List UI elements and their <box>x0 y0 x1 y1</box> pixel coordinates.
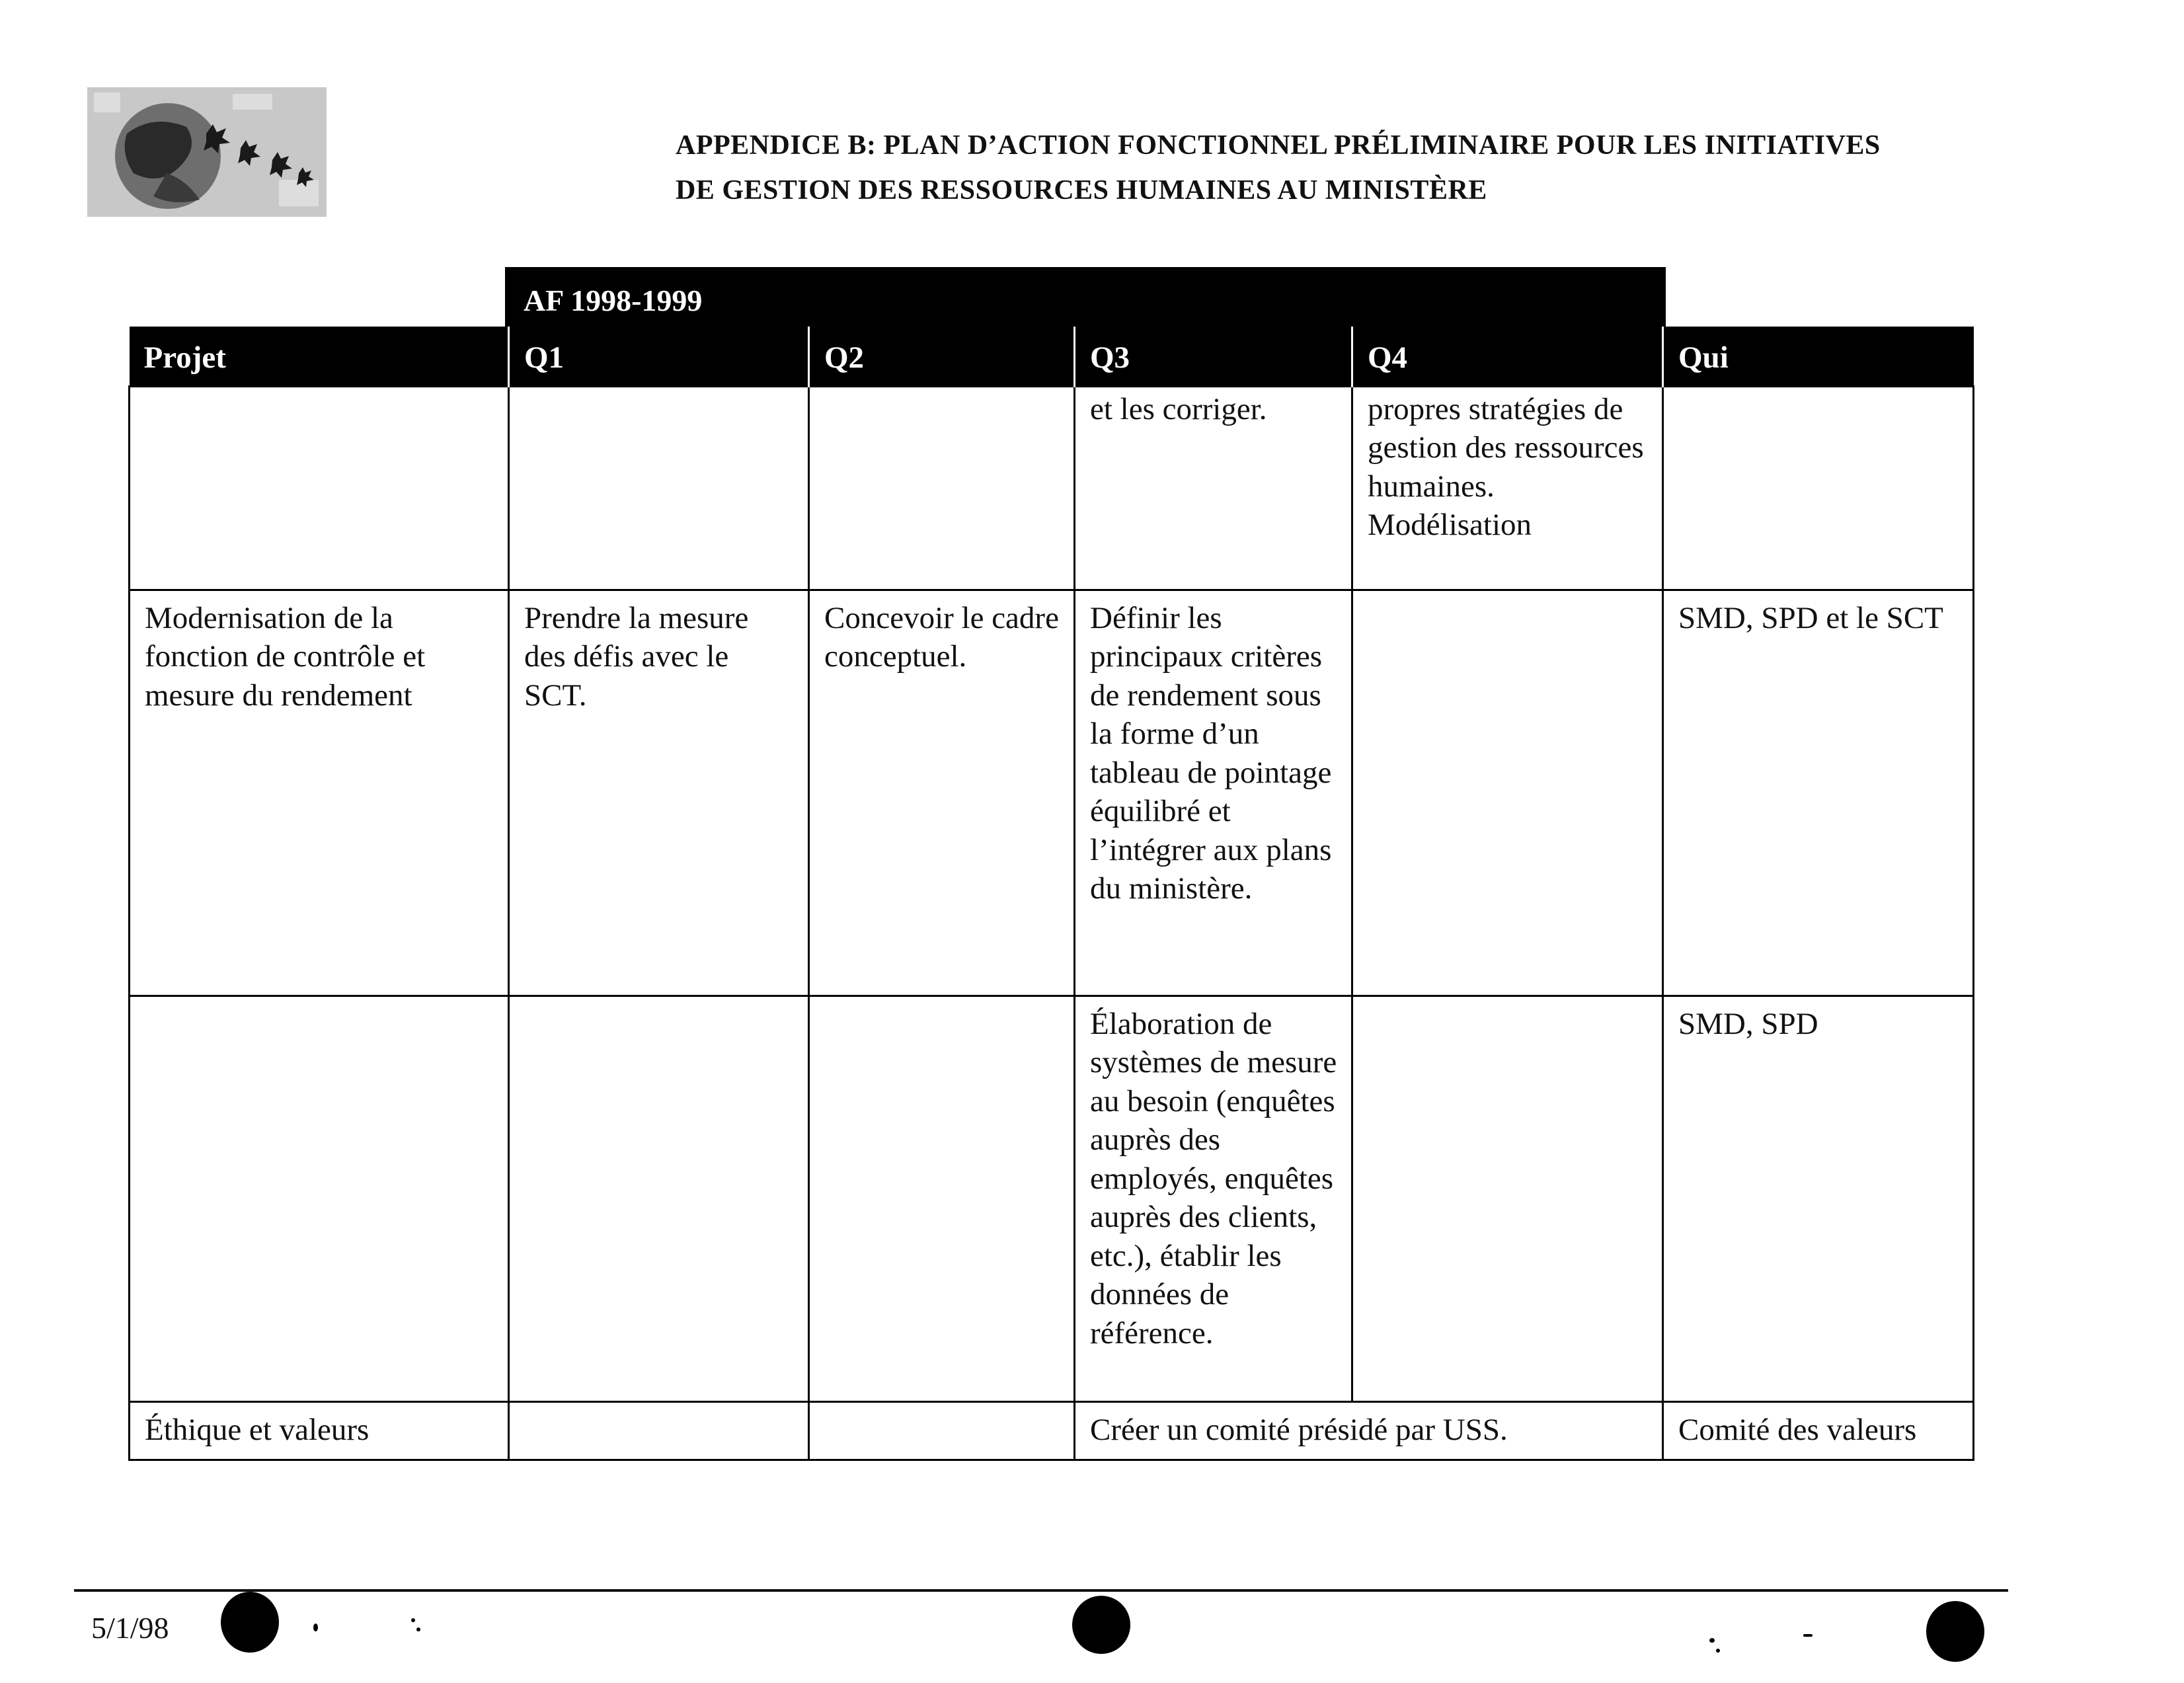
cell-q1: Prendre la mesure des défis avec le SCT. <box>509 590 809 996</box>
cell-projet <box>130 996 509 1401</box>
cell-q4 <box>1352 996 1663 1401</box>
col-header-q2: Q2 <box>809 327 1075 386</box>
col-header-q3: Q3 <box>1075 327 1352 386</box>
title-line-1: APPENDICE B: PLAN D’ACTION FONCTIONNEL PRÉLIMINAIRE POUR LES INITIATIVES <box>676 130 1881 161</box>
footer-speck <box>313 1624 318 1631</box>
footer-speck <box>1709 1638 1715 1643</box>
col-header-q4: Q4 <box>1352 327 1663 386</box>
footer-speck <box>1716 1649 1720 1653</box>
table-row <box>130 590 1974 996</box>
cell-q4: propres stratégies de gestion des ressources humaines. Modélisation <box>1352 386 1663 590</box>
cell-projet: Modernisation de la fonction de contrôle et mesure du rendement <box>130 590 509 996</box>
cell-projet: Éthique et valeurs <box>130 1401 509 1460</box>
fiscal-year-header: AF 1998-1999 <box>505 267 1666 327</box>
cell-q3: Élaboration de systèmes de mesure au besoin (enquêtes auprès des employés, enquêtes auprès des clients, etc.), établir les données de référence. <box>1075 996 1352 1401</box>
cell-q1 <box>509 386 809 590</box>
table-row <box>130 386 1974 590</box>
footer-dot-center <box>1072 1596 1130 1654</box>
page-title <box>676 123 2050 213</box>
cell-q3-q4: Créer un comité présidé par USS. <box>1075 1401 1663 1460</box>
cell-q4 <box>1352 590 1663 996</box>
cell-qui: Comité des valeurs <box>1663 1401 1974 1460</box>
cell-q3: Définir les principaux critères de rendement sous la forme d’un tableau de pointage équilibré et l’intégrer aux plans du ministère. <box>1075 590 1352 996</box>
footer-speck <box>411 1618 415 1622</box>
table-row <box>130 996 1974 1401</box>
col-header-projet: Projet <box>130 327 509 386</box>
col-header-qui: Qui <box>1663 327 1974 386</box>
table-header-row <box>130 327 1974 386</box>
cell-qui: SMD, SPD et le SCT <box>1663 590 1974 996</box>
footer-date: 5/1/98 <box>91 1611 169 1645</box>
title-line-2: DE GESTION DES RESSOURCES HUMAINES AU MINISTÈRE <box>676 175 1487 206</box>
globe-logo-icon <box>87 87 327 217</box>
action-plan-table <box>128 327 1974 1461</box>
cell-projet <box>130 386 509 590</box>
cell-q1 <box>509 1401 809 1460</box>
footer-speck <box>416 1627 420 1631</box>
footer-speck <box>1803 1634 1813 1637</box>
cell-q2 <box>809 386 1075 590</box>
cell-qui: SMD, SPD <box>1663 996 1974 1401</box>
col-header-q1: Q1 <box>509 327 809 386</box>
table-row <box>130 1401 1974 1460</box>
footer-rule <box>74 1589 2008 1592</box>
footer-dot-left <box>221 1592 279 1653</box>
cell-qui <box>1663 386 1974 590</box>
cell-q2 <box>809 996 1075 1401</box>
cell-q2: Concevoir le cadre conceptuel. <box>809 590 1075 996</box>
cell-q1 <box>509 996 809 1401</box>
cell-q3: et les corriger. <box>1075 386 1352 590</box>
cell-q2 <box>809 1401 1075 1460</box>
footer-dot-right <box>1926 1601 1984 1662</box>
